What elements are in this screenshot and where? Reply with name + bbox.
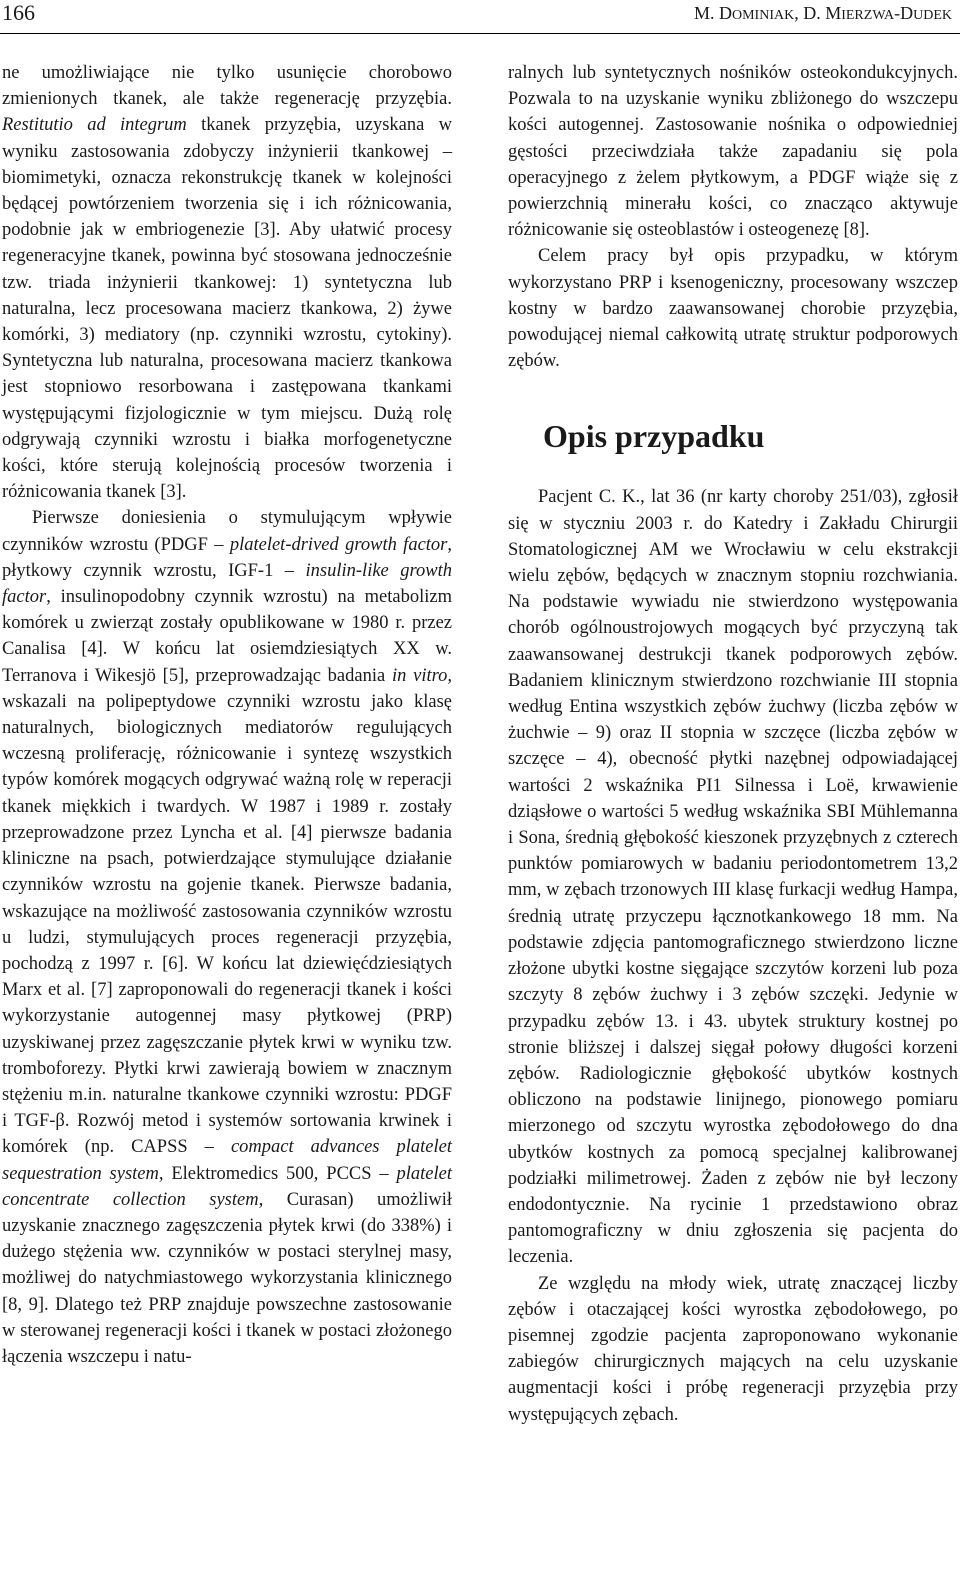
left-column [2,60,452,1370]
paragraph: Celem pracy był opis przypadku, w którym wykorzystano PRP i ksenogeniczny, procesowany wszczep kostny w bardzo zaawansowanej chorobie przyzębia, powodującej niemal całkowitą utratę struktur podporowych zębów. [508,246,958,372]
right-column [508,60,958,1428]
paragraph: ne umożliwiające nie tylko usunięcie chorobowo zmienionych tkanek, ale także regenerację przyzębia. Restitutio ad integrum tkanek przyzębia, uzyskana w wyniku zastosowania zdobyczy inżynierii tkankowej – biomimetyki, oznacza rekonstrukcję tkanek w kolejności będącej powtórzeniem tworzenia się i ich różnicowania, podobnie jak w embriogenezie [3]. Aby ułatwić procesy regeneracyjne tkanek, powinna być stosowana jednocześnie tzw. triada inżynierii tkankowej: 1) syntetyczna lub naturalna, lecz procesowana macierz tkankowa, 2) żywe komórki, 3) mediatory (np. czynniki wzrostu, cytokiny). Syntetyczna lub naturalna, procesowana macierz tkankowa jest stopniowo resorbowana i zastępowana tkankami występującymi fizjologicznie w tym miejscu. Dużą rolę odgrywają czynniki wzrostu i białka morfogenetyczne kości, które sterują kolejnością procesów tworzenia i różnicowania tkanek [3]. [2,63,452,503]
running-header [0,0,960,26]
paragraph: Pierwsze doniesienia o stymulującym wpływie czynników wzrostu (PDGF – platelet-drived growth factor, płytkowy czynnik wzrostu, IGF-1 – insulin-like growth factor, insulinopodobny czynnik wzrostu) na metabolizm komórek u zwierząt zostały opublikowane w 1980 r. przez Canalisa [4]. W końcu lat osiemdziesiątych XX w. Terranova i Wikesjö [5], przeprowadzając badania in vitro, wskazali na polipeptydowe czynniki wzrostu jako klasę naturalnych, biologicznych mediatorów regulujących wczesną proliferację, różnicowanie i syntezę wszystkich typów komórek mogących odgrywać ważną rolę w reperacji tkanek miękkich i twardych. W 1987 i 1989 r. zostały przeprowadzone przez Lyncha et al. [4] pierwsze badania kliniczne na psach, potwierdzające stymulujące działanie czynników wzrostu na gojenie tkanek. Pierwsze badania, wskazujące na możliwość zastosowania czynników wzrostu u ludzi, stymulujących proces regeneracji przyzębia, pochodzą z 1997 r. [6]. W końcu lat dziewięćdziesiątych Marx et al. [7] zaproponowali do regeneracji tkanek i kości wykorzystanie autogennej masy płytkowej (PRP) uzyskiwanej przez zagęszczanie płytek krwi w wyniku tzw. tromboforezy. Płytki krwi zawierają bowiem w znacznym stężeniu m.in. naturalne tkankowe czynniki wzrostu: PDGF i TGF-β. Rozwój metod i systemów sortowania krwinek i komórek (np. CAPSS – compact advances platelet sequestration system, Elektromedics 500, PCCS – platelet concentrate collection system, Curasan) umożliwił uzyskanie znacznego zagęszczenia płytek krwi (do 338%) i dużego stężenia ww. czynników w postaci sterylnej masy, możliwej do natychmiastowego wykorzystania klinicznego [8, 9]. Dlatego też PRP znajduje powszechne zastosowanie w sterowanej regeneracji kości i tkanek w postaci złożonego łączenia wszczepu i natu- [2,508,452,1367]
paragraph: ralnych lub syntetycznych nośników osteokondukcyjnych. Pozwala to na uzyskanie wyniku zbliżonego do wszczepu kości autogennej. Zastosowanie nośnika o odpowiedniej gęstości przeciwdziała także zapadaniu się pola operacyjnego z żelem płytkowym, a PDGF wiąże się z powierzchnią minerału kości, co znacząco aktywuje różnicowanie się osteoblastów i osteogenezę [8]. [508,63,958,241]
running-authors: M. DOMINIAK, D. MIERZWA-DUDEK [693,3,952,23]
paragraph: Pacjent C. K., lat 36 (nr karty choroby 251/03), zgłosił się w styczniu 2003 r. do Katedry i Zakładu Chirurgii Stomatologicznej AM we Wrocławiu w celu ekstrakcji wielu zębów, będących w znacznym stopniu rozchwiania. Na podstawie wywiadu nie stwierdzono występowania chorób ogólnoustrojowych mogących być przyczyną tak zaawansowanej destrukcji tkanek podporowych zębów. Badaniem klinicznym stwierdzono rozchwianie III stopnia według Entina wszystkich zębów żuchwy (liczba zębów w żuchwie – 9) oraz II stopnia w szczęce (liczba zębów w szczęce – 4), obecność płytki nazębnej odpowiadającej wartości 2 wskaźnika PI1 Silnessa i Loë, krwawienie dziąsłowe o wartości 5 według wskaźnika SBI Mühlemanna i Sona, średnią głębokość kieszonek przyzębnych z czterech punktów pomiarowych w badaniu periodontometrem 13,2 mm, w zębach trzonowych III klasę furkacji według Hampa, średnią utratę przyczepu łącznotkankowego 18 mm. Na podstawie zdjęcia pantomograficznego stwierdzono liczne złożone ubytki kostne sięgające szczytów korzeni lub poza szczyty 8 zębów żuchwy i 3 zębów szczęki. Jedynie w przypadku zębów 13. i 43. ubytek struktury kostnej po stronie bliższej i dalszej sięgał połowy długości korzeni zębów. Radiologicznie głębokość ubytków kostnych obliczono na podstawie linijnego, pionowego pomiaru mierzonego od szczytu wyrostka zębodołowego do dna ubytków kostnych za pomocą specjalnej kalibrowanej podziałki milimetrowej. Żaden z zębów nie był leczony endodontycznie. Na rycinie 1 przedstawiono obraz pantomograficzny w dniu zgłoszenia się pacjenta do leczenia. [508,487,958,1268]
section-heading: Opis przypadku [543,418,765,455]
paragraph: Ze względu na młody wiek, utratę znaczącej liczby zębów i otaczającej kości wyrostka zębodołowego, po pisemnej zgodzie pacjenta zaproponowano wykonanie zabiegów chirurgicznych mających na celu uzyskanie augmentacji kości i próbę regeneracji przyzębia przy występujących zębach. [508,1273,958,1425]
header-rule [0,33,960,34]
page-number: 166 [2,0,35,25]
